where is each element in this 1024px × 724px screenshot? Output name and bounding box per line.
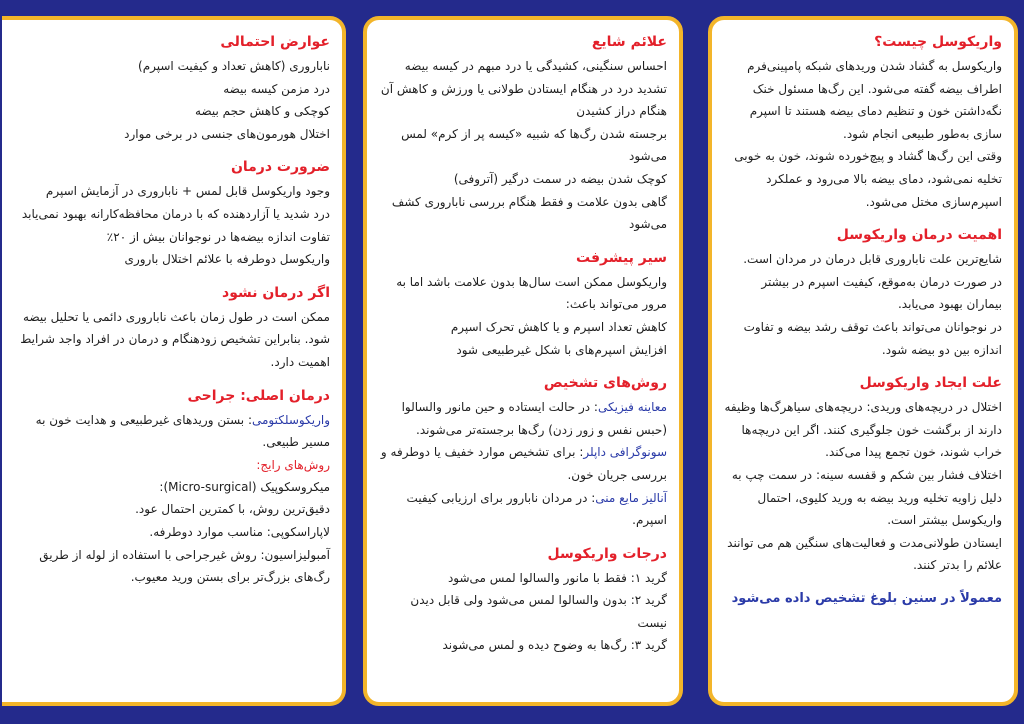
paragraph: در نوجوانان می‌تواند باعث توقف رشد بیضه و تفاوت اندازه بین دو بیضه شود.: [743, 319, 1002, 357]
list-item: درد مزمن کیسه بیضه: [223, 81, 330, 96]
section-complications: [14, 34, 330, 145]
list-item: [379, 396, 667, 441]
diagnosis-label: معاینه فیزیکی: [597, 400, 667, 415]
list-item: اختلال هورمون‌های جنسی در برخی موارد: [124, 126, 330, 141]
treatment-text: : بستن وریدهای غیرطبیعی و هدایت خون به مسیر طبیعی.: [35, 412, 330, 450]
section-necessity: [14, 159, 330, 270]
panel-right: [708, 16, 1018, 706]
paragraph: [14, 409, 330, 454]
list-item: احساس سنگینی، کشیدگی یا درد مبهم در کیسه بیضه: [404, 59, 667, 73]
list-item: واریکوسل دوطرفه با علائم اختلال باروری: [124, 252, 330, 267]
list-item: [379, 441, 667, 486]
section-progression: [379, 250, 667, 361]
bottom-strip: [0, 714, 1024, 724]
list-item: گرید ۳: رگ‌ها به وضوح دیده و لمس می‌شوند: [442, 638, 667, 653]
list-item: کوچک شدن بیضه در سمت درگیر (آتروفی): [453, 171, 667, 186]
list-item: میکروسکوپیک (Micro-surgical):: [159, 479, 330, 494]
list-item: گرید ۲: بدون والسالوا لمس می‌شود ولی قابل دیدن نیست: [410, 593, 667, 630]
list-item: وجود واریکوسل قابل لمس + ناباروری در آزمایش اسپرم: [45, 184, 330, 199]
section-diagnosis: [379, 375, 667, 532]
section-what-is: [724, 34, 1002, 213]
paragraph: ایستادن طولانی‌مدت و فعالیت‌های سنگین هم می توانند علائم را بدتر کنند.: [727, 535, 1002, 573]
diagnosis-text: : در مردان نابارور برای ارزیابی کیفیت اسپرم.: [406, 490, 667, 528]
section-treatment: [14, 388, 330, 589]
section-importance: [724, 227, 1002, 361]
list-item: درد شدید یا آزاردهنده که با درمان محافظه‌کارانه بهبود نمی‌یابد: [21, 206, 330, 221]
treatment-label: واریکوسلکتومی: [252, 412, 330, 427]
section-title: علائم شایع: [591, 34, 667, 50]
section-symptoms: [379, 34, 667, 236]
section-title: درجات واریکوسل: [547, 545, 667, 562]
panel-middle: [363, 16, 683, 706]
paragraph: در صورت درمان به‌موقع، کیفیت اسپرم در بیشتر بیماران بهبود می‌یابد.: [761, 274, 1002, 312]
methods-title: روش‌های رایج:: [256, 457, 330, 472]
section-title: درمان اصلی: جراحی: [187, 387, 330, 404]
closing-note: معمولاً در سنین بلوغ تشخیص داده می‌شود: [731, 590, 1002, 606]
list-item: آمبولیزاسیون: روش غیرجراحی با استفاده از لوله از طریق رگ‌های بزرگ‌تر برای بستن ورید معیوب.: [39, 547, 330, 585]
section-title: علت ایجاد واریکوسل: [859, 375, 1002, 392]
section-grades: [379, 546, 667, 657]
list-item: کوچکی و کاهش حجم بیضه: [195, 104, 330, 119]
section-title: روش‌های تشخیص: [543, 375, 667, 392]
list-item: واریکوسل ممکن است سال‌ها بدون علامت باشد اما به مرور می‌تواند باعث:: [396, 274, 667, 312]
diagnosis-label: آنالیز مایع منی: [595, 490, 667, 505]
diagnosis-label: سونوگرافی داپلر: [583, 445, 667, 460]
diagnosis-text: : در حالت ایستاده و حین مانور والسالوا (حبس نفس و زور زدن) رگ‌ها برجسته‌تر می‌شوند.: [401, 400, 667, 437]
list-item: دقیق‌ترین روش، با کمترین احتمال عود.: [135, 502, 330, 517]
list-item: گرید ۱: فقط با مانور والسالوا لمس می‌شود: [447, 570, 667, 585]
section-title: سیر پیشرفت: [576, 249, 667, 266]
paragraph: شایع‌ترین علت ناباروری قابل درمان در مردان است.: [743, 252, 1002, 267]
diagnosis-text: : برای تشخیص موارد خفیف یا دوطرفه و بررسی جریان خون.: [380, 445, 667, 482]
paragraph: اختلال در دریچه‌های وریدی: دریچه‌های سیاهرگ‌ها وظیفه دارند از برگشت خون جلوگیری کنند. اگر این دریچه‌ها خراب شوند، خون تجمع پیدا می‌کند.: [724, 400, 1002, 460]
list-item: تشدید درد در هنگام ایستادن طولانی یا ورزش و کاهش آن هنگام دراز کشیدن: [380, 81, 667, 119]
section-title: اهمیت درمان واریکوسل: [836, 227, 1002, 244]
paragraph: واریکوسل به گشاد شدن وریدهای شبکه پامپینی‌فرم اطراف بیضه گفته می‌شود. این رگ‌ها مسئول خنک نگه‌داشتن خون و تنظیم دمای بیضه هستند تا اسپرم سازی به‌طور طبیعی انجام شود.: [747, 59, 1002, 141]
list-item: تفاوت اندازه بیضه‌ها در نوجوانان بیش از ۲۰٪: [106, 229, 330, 244]
list-item: افزایش اسپرم‌های با شکل غیرطبیعی شود: [456, 342, 667, 357]
list-item: کاهش تعداد اسپرم و یا کاهش تحرک اسپرم: [450, 319, 667, 334]
paragraph: اختلاف فشار بین شکم و قفسه سینه: در سمت چپ به دلیل زاویه تخلیه ورید بیضه به ورید کلیوی، احتمال واریکوسل بیشتر است.: [731, 467, 1002, 528]
list-item: لاپاراسکوپی: مناسب موارد دوطرفه.: [149, 524, 330, 539]
section-title: ضرورت درمان: [230, 159, 330, 176]
section-title: واریکوسل چیست؟: [874, 34, 1002, 50]
section-causes: [724, 375, 1002, 577]
section-untreated: [14, 285, 330, 374]
list-item: گاهی بدون علامت و فقط هنگام بررسی ناباروری کشف می‌شود: [391, 194, 667, 232]
list-item: برجسته شدن رگ‌ها که شبیه «کیسه پر از کرم» لمس می‌شود: [401, 126, 667, 164]
paragraph: ممکن است در طول زمان باعث ناباروری دائمی یا تحلیل بیضه شود. بنابراین تشخیص زودهنگام و درمان در افراد واجد شرایط اهمیت دارد.: [20, 309, 330, 369]
section-title: عوارض احتمالی: [220, 34, 330, 50]
list-item: ناباروری (کاهش تعداد و کیفیت اسپرم): [138, 59, 330, 73]
panel-left: [2, 16, 346, 706]
section-title: اگر درمان نشود: [222, 284, 330, 301]
list-item: [379, 487, 667, 532]
paragraph: وقتی این رگ‌ها گشاد و پیچ‌خورده شوند، خون به خوبی تخلیه نمی‌شود، دمای بیضه بالا می‌رود و عملکرد اسپرم‌سازی مختل می‌شود.: [734, 149, 1002, 209]
